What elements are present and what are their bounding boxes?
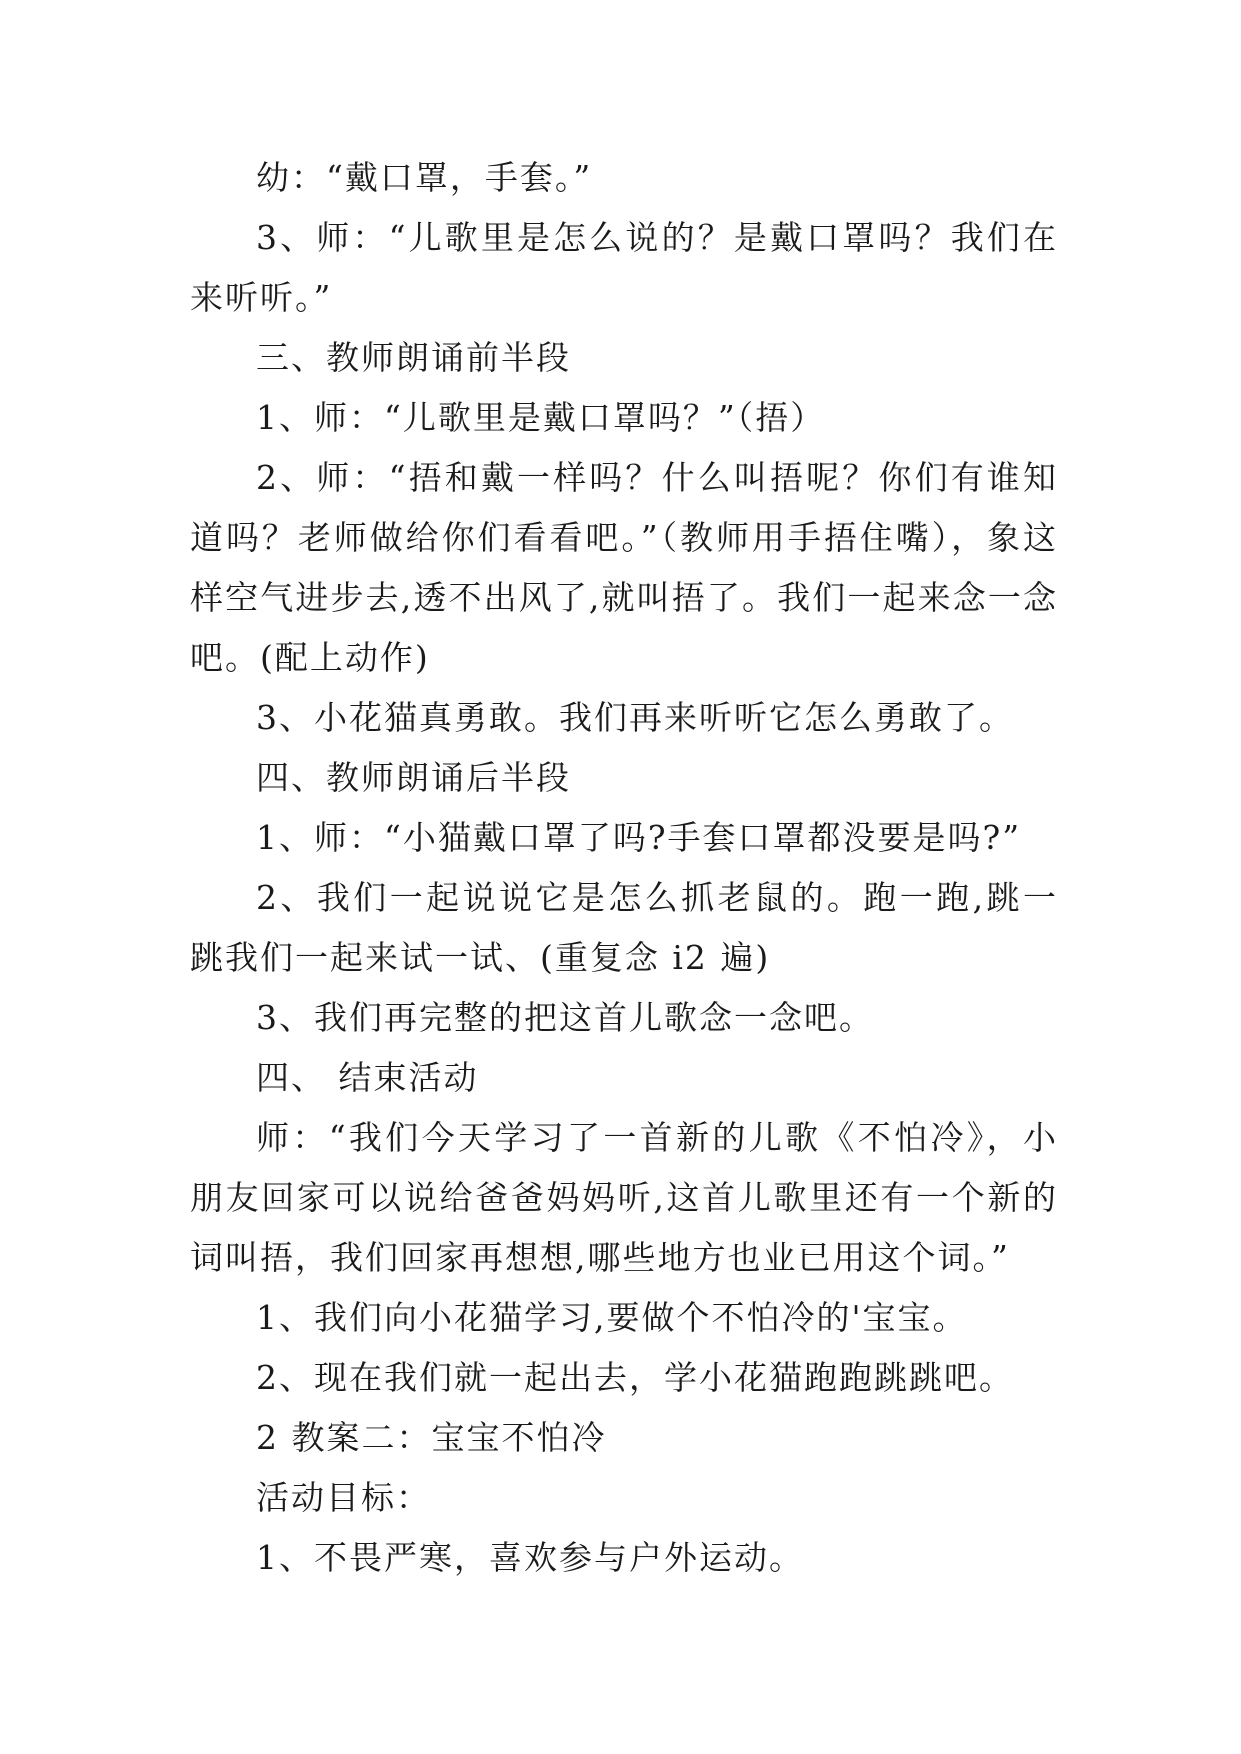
paragraph-step-1-gloves: 1、师：“小猫戴口罩了吗?手套口罩都没要是吗?” [256,818,1022,857]
section-heading-ending: 四、 结束活动 [256,1058,479,1097]
paragraph-step-2-cover: 2、师：“捂和戴一样吗？什么叫捂呢？你们有谁知道吗？老师做给你们看看吧。”（教师用手捂住嘴），象这样空气进步去,透不出风了,就叫捂了。我们一起来念一念吧。(配上动作) [190,458,1058,677]
paragraph-step-3-listen: 3、师：“儿歌里是怎么说的？是戴口罩吗？我们在来听听。” [190,218,1058,317]
document-body [190,148,1058,1588]
paragraph-step-2-mouse: 2、我们一起说说它是怎么抓老鼠的。跑一跑,跳一跳我们一起来试一试、(重复念 i2 遍) [190,878,1058,977]
paragraph-step-1-learn: 1、我们向小花猫学习,要做个不怕冷的'宝宝。 [256,1298,968,1337]
lesson-plan-title: 2 教案二：宝宝不怕冷 [256,1418,607,1457]
activity-goal-1: 1、不畏严寒，喜欢参与户外运动。 [256,1538,804,1577]
activity-goals-heading: 活动目标： [256,1478,431,1517]
paragraph-teacher-summary: 师：“我们今天学习了一首新的儿歌《不怕冷》，小朋友回家可以说给爸爸妈妈听,这首儿歌里还有一个新的词叫捂，我们回家再想想,哪些地方也业已用这个词。” [190,1118,1058,1277]
paragraph-step-3-brave: 3、小花猫真勇敢。我们再来听听它怎么勇敢了。 [256,698,1014,737]
paragraph-step-3-recite: 3、我们再完整的把这首儿歌念一念吧。 [256,998,874,1037]
paragraph-step-1-mask: 1、师：“儿歌里是戴口罩吗？”（捂） [256,398,826,437]
paragraph-step-2-outside: 2、现在我们就一起出去，学小花猫跑跑跳跳吧。 [256,1358,1014,1397]
section-heading-first-half: 三、教师朗诵前半段 [256,338,571,377]
section-heading-second-half: 四、教师朗诵后半段 [256,758,571,797]
paragraph-dialogue-child: 幼：“戴口罩，手套。” [256,158,593,197]
